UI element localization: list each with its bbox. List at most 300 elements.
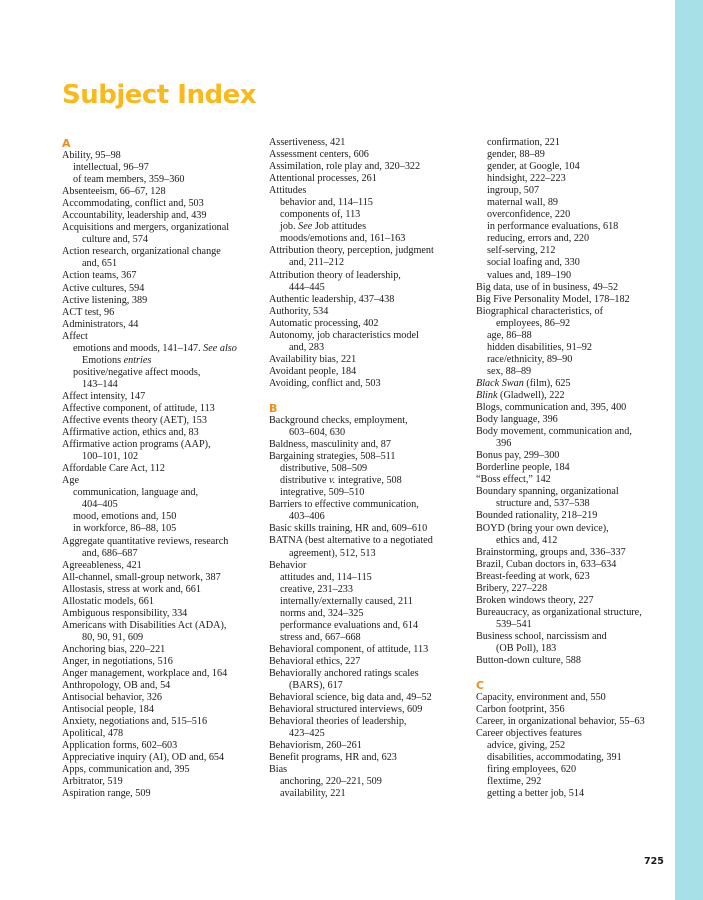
- entry-text: Behavioral science, big data and, 49–52: [269, 692, 432, 704]
- index-entry: [476, 728, 666, 740]
- index-subentry: [269, 776, 459, 788]
- index-subentry: [269, 282, 459, 294]
- index-entry: [269, 161, 459, 173]
- index-entry: [62, 584, 252, 596]
- index-entry: [269, 330, 459, 342]
- index-subentry: [269, 596, 459, 608]
- index-entry: [476, 462, 666, 474]
- entry-text: Breast-feeding at work, 623: [476, 570, 590, 582]
- entry-text: age, 86–88: [487, 329, 532, 341]
- entry-text: Brainstorming, groups and, 336–337: [476, 546, 626, 558]
- entry-text: job.: [280, 221, 299, 233]
- index-subentry: [269, 342, 459, 354]
- entry-text: social loafing and, 330: [487, 257, 580, 269]
- index-subentry: [476, 498, 666, 510]
- entry-text: Bias: [269, 764, 288, 776]
- italic-text: entries: [123, 354, 152, 366]
- index-entry: [62, 764, 252, 776]
- index-entry: [62, 403, 252, 415]
- entry-text: Anchoring bias, 220–221: [62, 643, 166, 655]
- index-subentry: [269, 475, 459, 487]
- entry-text: Benefit programs, HR and, 623: [269, 752, 397, 764]
- index-entry: [62, 270, 252, 282]
- entry-text: Assertiveness, 421: [269, 137, 346, 148]
- entry-text: ACT test, 96: [62, 306, 115, 318]
- entry-text: self-serving, 212: [487, 245, 556, 257]
- entry-text: emotions and moods, 141–147.: [73, 342, 204, 354]
- index-entry: [62, 620, 252, 632]
- entry-text: Affective component, of attitude, 113: [62, 402, 215, 414]
- index-subentry: [269, 572, 459, 584]
- entry-text: Bargaining strategies, 508–511: [269, 451, 396, 463]
- index-entry: [62, 692, 252, 704]
- section-gap: [269, 390, 459, 402]
- page-title: Subject Index: [62, 80, 256, 110]
- index-entry: [269, 523, 459, 535]
- italic-text: See also: [203, 342, 237, 354]
- index-entry: [476, 571, 666, 583]
- index-subentry: [476, 161, 666, 173]
- entry-text: “Boss effect,” 142: [476, 474, 551, 486]
- entry-text: and, 686–687: [82, 547, 138, 559]
- entry-text: Basic skills training, HR and, 609–610: [269, 523, 428, 535]
- entry-text: 403–406: [289, 511, 325, 523]
- entry-text: Avoiding, conflict and, 503: [269, 377, 381, 389]
- index-entry: [269, 644, 459, 656]
- index-subentry: [476, 221, 666, 233]
- index-subentry: [476, 318, 666, 330]
- entry-text: distributive: [280, 475, 329, 487]
- index-subentry: [62, 355, 252, 367]
- index-subentry: [62, 632, 252, 644]
- entry-text: employees, 86–92: [496, 317, 571, 329]
- entry-text: integrative, 509–510: [280, 487, 365, 499]
- index-entry: [62, 186, 252, 198]
- index-subentry: [62, 234, 252, 246]
- entry-text: Attribution theory of leadership,: [269, 269, 401, 281]
- entry-text: Bounded rationality, 218–219: [476, 510, 598, 522]
- index-subentry: [269, 548, 459, 560]
- entry-text: 80, 90, 91, 609: [82, 631, 144, 643]
- index-entry: [62, 427, 252, 439]
- index-entry: [269, 318, 459, 330]
- index-entry: [62, 728, 252, 740]
- entry-text: Accountability, leadership and, 439: [62, 210, 207, 222]
- index-subentry: [476, 366, 666, 378]
- entry-text: Affective events theory (AET), 153: [62, 415, 207, 427]
- entry-text: Anger, in negotiations, 516: [62, 655, 173, 667]
- index-subentry: [269, 788, 459, 800]
- index-subentry: [269, 197, 459, 209]
- entry-text: 100–101, 102: [82, 451, 139, 463]
- index-entry: [476, 414, 666, 426]
- index-entry: [269, 752, 459, 764]
- entry-text: gender, 88–89: [487, 149, 545, 161]
- entry-text: in workforce, 86–88, 105: [73, 523, 177, 535]
- entry-text: values and, 189–190: [487, 269, 572, 281]
- index-entry: [269, 668, 459, 680]
- entry-text: Authentic leadership, 437–438: [269, 293, 395, 305]
- index-subentry: [476, 619, 666, 631]
- entry-text: Emotions: [82, 354, 124, 366]
- index-subentry: [269, 511, 459, 523]
- entry-text: Anxiety, negotiations and, 515–516: [62, 716, 208, 728]
- entry-text: Appreciative inquiry (AI), OD and, 654: [62, 752, 225, 764]
- index-subentry: [476, 185, 666, 197]
- entry-text: Affirmative action programs (AAP),: [62, 439, 211, 451]
- index-entry: [476, 390, 666, 402]
- index-entry: [269, 270, 459, 282]
- index-entry: [476, 704, 666, 716]
- index-entry: [269, 415, 459, 427]
- index-entry: [476, 547, 666, 559]
- index-subentry: [476, 764, 666, 776]
- index-entry: [62, 415, 252, 427]
- index-entry: [62, 198, 252, 210]
- index-entry: [476, 607, 666, 619]
- index-entry: [62, 222, 252, 234]
- index-subentry: [476, 740, 666, 752]
- entry-text: sex, 88–89: [487, 365, 532, 377]
- index-entry: [476, 559, 666, 571]
- index-entry: [62, 740, 252, 752]
- entry-text: norms and, 324–325: [280, 607, 364, 619]
- entry-text: gender, at Google, 104: [487, 161, 580, 173]
- index-entry: [62, 704, 252, 716]
- entry-text: Body language, 396: [476, 414, 558, 426]
- index-entry: [269, 173, 459, 185]
- index-entry: [62, 439, 252, 451]
- entry-text: reducing, errors and, 220: [487, 233, 590, 245]
- entry-text: Behavioral theories of leadership,: [269, 716, 407, 728]
- index-entry: [62, 391, 252, 403]
- index-subentry: [476, 438, 666, 450]
- entry-text: Career, in organizational behavior, 55–63: [476, 716, 645, 728]
- index-subentry: [476, 788, 666, 800]
- entry-text: Absenteeism, 66–67, 128: [62, 186, 166, 198]
- entry-text: 396: [496, 438, 512, 450]
- index-entry: [62, 776, 252, 788]
- index-subentry: [269, 487, 459, 499]
- entry-text: Action teams, 367: [62, 270, 137, 282]
- index-entry: [62, 283, 252, 295]
- index-subentry: [269, 209, 459, 221]
- index-entry: [476, 655, 666, 667]
- index-entry: [62, 246, 252, 258]
- entry-text: BOYD (bring your own device),: [476, 522, 609, 534]
- entry-text: Behavioral structured interviews, 609: [269, 704, 423, 716]
- index-entry: [269, 137, 459, 149]
- index-subentry: [62, 258, 252, 270]
- entry-text: ingroup, 507: [487, 185, 540, 197]
- index-column-3: [476, 137, 666, 800]
- entry-text: Active cultures, 594: [62, 282, 145, 294]
- index-entry: [62, 210, 252, 222]
- entry-text: attitudes and, 114–115: [280, 571, 372, 583]
- entry-text: Authority, 534: [269, 305, 329, 317]
- index-subentry: [476, 137, 666, 149]
- entry-text: Autonomy, job characteristics model: [269, 329, 419, 341]
- entry-text: Affirmative action, ethics and, 83: [62, 427, 199, 439]
- index-entry: [269, 499, 459, 511]
- entry-text: Boundary spanning, organizational: [476, 486, 619, 498]
- entry-text: and, 283: [289, 341, 325, 353]
- index-subentry: [476, 173, 666, 185]
- entry-text: components of, 113: [280, 209, 361, 221]
- index-subentry: [62, 548, 252, 560]
- entry-text: Behaviorism, 260–261: [269, 740, 362, 752]
- entry-text: stress and, 667–668: [280, 631, 361, 643]
- entry-text: flextime, 292: [487, 776, 542, 788]
- index-entry: [269, 451, 459, 463]
- italic-text: Blink: [476, 389, 498, 401]
- index-entry: [269, 294, 459, 306]
- index-subentry: [269, 257, 459, 269]
- entry-text: ethics and, 412: [496, 534, 558, 546]
- entry-text: hidden disabilities, 91–92: [487, 341, 592, 353]
- index-subentry: [269, 620, 459, 632]
- index-subentry: [62, 487, 252, 499]
- entry-text: Affect intensity, 147: [62, 390, 146, 402]
- entry-text: Biographical characteristics, of: [476, 305, 604, 317]
- index-entry: [476, 583, 666, 595]
- entry-text: Capacity, environment and, 550: [476, 692, 606, 704]
- index-subentry: [476, 342, 666, 354]
- entry-text: Broken windows theory, 227: [476, 594, 594, 606]
- entry-text: behavior and, 114–115: [280, 197, 373, 209]
- index-entry: [476, 631, 666, 643]
- index-subentry: [62, 379, 252, 391]
- index-subentry: [269, 728, 459, 740]
- index-entry: [62, 680, 252, 692]
- entry-text: Business school, narcissism and: [476, 630, 607, 642]
- entry-text: 143–144: [82, 378, 118, 390]
- index-entry: [476, 486, 666, 498]
- entry-text: Apps, communication and, 395: [62, 764, 190, 776]
- index-subentry: [476, 776, 666, 788]
- entry-text: 404–405: [82, 499, 118, 511]
- entry-text: internally/externally caused, 211: [280, 595, 413, 607]
- index-entry: [62, 560, 252, 572]
- section-letter-heading: B: [269, 401, 278, 415]
- index-entry: [476, 402, 666, 414]
- entry-text: advice, giving, 252: [487, 740, 566, 752]
- entry-text: Carbon footprint, 356: [476, 704, 565, 716]
- index-entry: [269, 354, 459, 366]
- entry-text: Aggregate quantitative reviews, research: [62, 535, 229, 547]
- index-entry: [269, 185, 459, 197]
- index-subentry: [476, 257, 666, 269]
- index-entry: [269, 656, 459, 668]
- entry-text: Allostasis, stress at work and, 661: [62, 583, 201, 595]
- entry-text: 603–604, 630: [289, 427, 346, 439]
- entry-text: anchoring, 220–221, 509: [280, 776, 382, 788]
- index-entry: [476, 294, 666, 306]
- entry-text: 423–425: [289, 728, 325, 740]
- entry-text: Big data, use of in business, 49–52: [476, 281, 619, 293]
- entry-text: race/ethnicity, 89–90: [487, 353, 573, 365]
- entry-text: Affect: [62, 330, 88, 342]
- index-entry: [62, 331, 252, 343]
- entry-text: 539–541: [496, 618, 532, 630]
- index-entry: [476, 282, 666, 294]
- entry-text: Action research, organizational change: [62, 246, 221, 258]
- entry-text: firing employees, 620: [487, 764, 577, 776]
- index-entry: [269, 149, 459, 161]
- entry-text: Ability, 95–98: [62, 150, 121, 161]
- entry-text: of team members, 359–360: [73, 174, 185, 186]
- section-gap: [476, 667, 666, 679]
- index-entry: [269, 366, 459, 378]
- index-subentry: [269, 608, 459, 620]
- entry-text: agreement), 512, 513: [289, 547, 376, 559]
- entry-text: Attribution theory, perception, judgment: [269, 245, 434, 257]
- entry-text: moods/emotions and, 161–163: [280, 233, 406, 245]
- entry-text: availability, 221: [280, 788, 346, 800]
- index-entry: [62, 656, 252, 668]
- entry-text: distributive, 508–509: [280, 463, 368, 475]
- index-subentry: [476, 354, 666, 366]
- index-entry: [269, 306, 459, 318]
- entry-text: maternal wall, 89: [487, 197, 559, 209]
- entry-text: (OB Poll), 183: [496, 642, 557, 654]
- index-entry: [62, 668, 252, 680]
- entry-text: Active listening, 389: [62, 294, 148, 306]
- index-entry: [62, 475, 252, 487]
- index-entry: [476, 378, 666, 390]
- entry-text: performance evaluations and, 614: [280, 619, 419, 631]
- entry-text: Americans with Disabilities Act (ADA),: [62, 619, 227, 631]
- entry-text: 444–445: [289, 281, 325, 293]
- index-entry: [269, 740, 459, 752]
- index-subentry: [62, 343, 252, 355]
- entry-text: Behaviorally anchored ratings scales: [269, 667, 419, 679]
- index-subentry: [62, 162, 252, 174]
- entry-text: Attitudes: [269, 185, 307, 197]
- italic-text: v.: [328, 475, 336, 487]
- entry-text: positive/negative affect moods,: [73, 366, 201, 378]
- entry-text: intellectual, 96–97: [73, 162, 149, 174]
- entry-text: Arbitrator, 519: [62, 776, 123, 788]
- index-subentry: [269, 632, 459, 644]
- index-entry: [269, 439, 459, 451]
- entry-text: Bureaucracy, as organizational structure,: [476, 606, 642, 618]
- index-entry: [476, 306, 666, 318]
- entry-text: Button-down culture, 588: [476, 655, 581, 667]
- entry-text: Ambiguous responsibility, 334: [62, 607, 188, 619]
- entry-text: creative, 231–233: [280, 583, 353, 595]
- index-entry: [476, 474, 666, 486]
- entry-text: Assessment centers, 606: [269, 149, 369, 161]
- entry-text: in performance evaluations, 618: [487, 221, 619, 233]
- index-entry: [476, 510, 666, 522]
- entry-text: structure and, 537–538: [496, 498, 590, 510]
- entry-text: (Gladwell), 222: [497, 389, 565, 401]
- entry-text: Avoidant people, 184: [269, 365, 357, 377]
- entry-text: communication, language and,: [73, 487, 199, 499]
- index-entry: [62, 752, 252, 764]
- entry-text: Big Five Personality Model, 178–182: [476, 293, 630, 305]
- entry-text: Attentional processes, 261: [269, 173, 377, 185]
- entry-text: Brazil, Cuban doctors in, 633–634: [476, 558, 617, 570]
- index-entry: [62, 644, 252, 656]
- index-subentry: [269, 584, 459, 596]
- index-subentry: [476, 245, 666, 257]
- entry-text: Career objectives features: [476, 728, 582, 740]
- index-subentry: [62, 511, 252, 523]
- entry-text: confirmation, 221: [487, 137, 560, 148]
- index-subentry: [476, 535, 666, 547]
- entry-text: Behavioral component, of attitude, 113: [269, 643, 429, 655]
- entry-text: Aspiration range, 509: [62, 788, 151, 800]
- index-subentry: [476, 149, 666, 161]
- entry-text: disabilities, accommodating, 391: [487, 752, 622, 764]
- index-entry: [62, 596, 252, 608]
- entry-text: Anthropology, OB and, 54: [62, 680, 171, 692]
- entry-text: integrative, 508: [335, 475, 402, 487]
- index-column-2: [269, 137, 459, 800]
- index-entry: [476, 523, 666, 535]
- index-entry: [62, 463, 252, 475]
- index-subentry: [476, 752, 666, 764]
- entry-text: Allostatic models, 661: [62, 595, 154, 607]
- index-subentry: [476, 233, 666, 245]
- index-subentry: [269, 463, 459, 475]
- entry-text: Blogs, communication and, 395, 400: [476, 402, 627, 414]
- entry-text: Age: [62, 475, 79, 487]
- page-number: 725: [644, 856, 664, 867]
- entry-text: Behavior: [269, 559, 307, 571]
- entry-text: Apolitical, 478: [62, 728, 124, 740]
- index-entry: [269, 245, 459, 257]
- entry-text: getting a better job, 514: [487, 788, 585, 800]
- index-subentry: [62, 174, 252, 186]
- index-entry: [476, 426, 666, 438]
- index-entry: [62, 608, 252, 620]
- index-entry: [62, 572, 252, 584]
- index-entry: [269, 535, 459, 547]
- index-subentry: [62, 499, 252, 511]
- entry-text: Bonus pay, 299–300: [476, 450, 560, 462]
- entry-text: Body movement, communication and,: [476, 426, 632, 438]
- entry-text: (film), 625: [523, 377, 571, 389]
- entry-text: overconfidence, 220: [487, 209, 571, 221]
- index-entry: [476, 692, 666, 704]
- index-subentry: [269, 680, 459, 692]
- entry-text: Background checks, employment,: [269, 414, 408, 426]
- index-entry: [62, 295, 252, 307]
- index-subentry: [62, 367, 252, 379]
- entry-text: and, 651: [82, 258, 118, 270]
- index-entry: [269, 704, 459, 716]
- entry-text: Automatic processing, 402: [269, 317, 379, 329]
- entry-text: Antisocial people, 184: [62, 704, 154, 716]
- index-entry: [476, 595, 666, 607]
- entry-text: Antisocial behavior, 326: [62, 692, 163, 704]
- entry-text: Affordable Care Act, 112: [62, 463, 165, 475]
- entry-text: Availability bias, 221: [269, 353, 357, 365]
- entry-text: Baldness, masculinity and, 87: [269, 439, 391, 451]
- entry-text: Assimilation, role play and, 320–322: [269, 161, 421, 173]
- index-subentry: [476, 330, 666, 342]
- entry-text: BATNA (best alternative to a negotiated: [269, 535, 433, 547]
- index-entry: [269, 692, 459, 704]
- entry-text: Application forms, 602–603: [62, 740, 178, 752]
- entry-text: Acquisitions and mergers, organizational: [62, 222, 230, 234]
- index-subentry: [269, 221, 459, 233]
- entry-text: Administrators, 44: [62, 318, 139, 330]
- entry-text: All-channel, small-group network, 387: [62, 571, 221, 583]
